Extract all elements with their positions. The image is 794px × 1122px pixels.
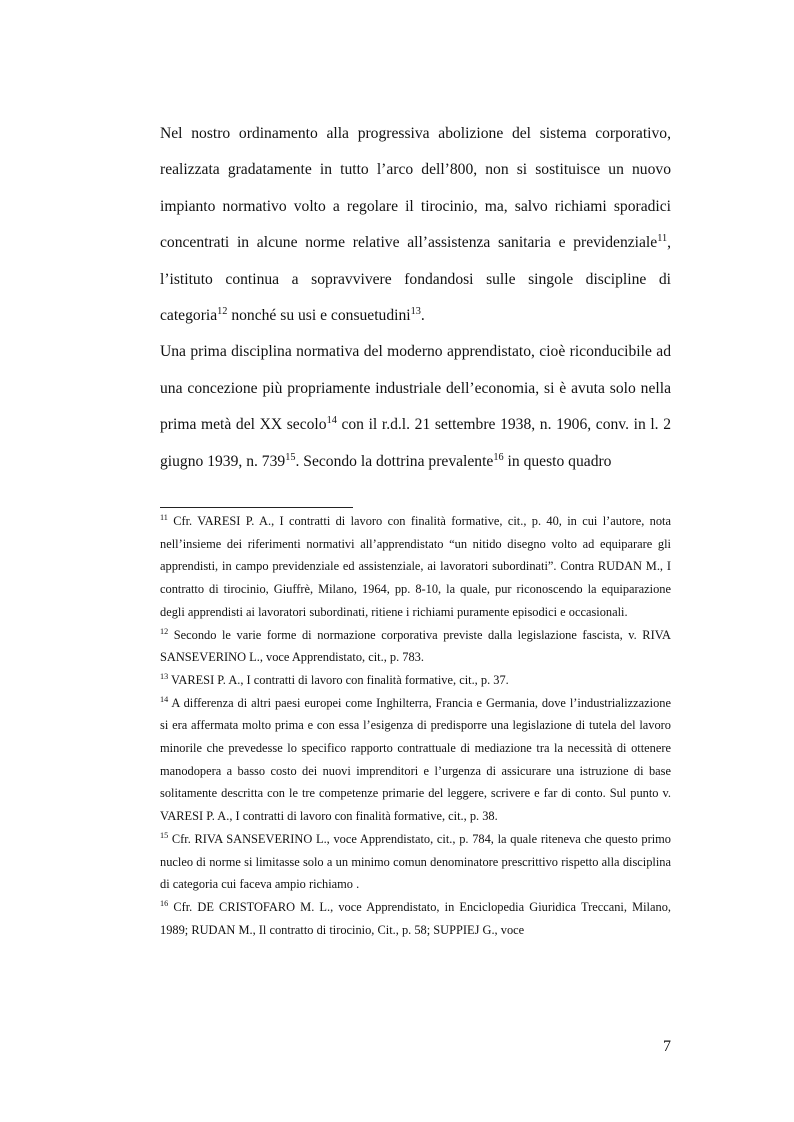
page-number: 7	[663, 1038, 671, 1055]
footnote	[160, 669, 671, 692]
text-run: Nel nostro ordinamento alla progressiva abolizione del sistema corporativo, realizzata gradatamente in tutto l’arco dell’800, non si sostituisce un nuovo impianto normativo volto a regolare il tirocinio, ma, salvo richiami sporadici concentrati in alcune norme relative all’assistenza sanitaria e previdenziale	[160, 125, 671, 252]
text-run: . Secondo la dottrina prevalente	[295, 452, 494, 470]
body-text	[160, 116, 671, 480]
footnote-number: 16	[160, 898, 169, 908]
footnote-text: Cfr. DE CRISTOFARO M. L., voce Apprendistato, in Enciclopedia Giuridica Treccani, Milano, 1989; RUDAN M., Il contratto di tirocinio, Cit., p. 58; SUPPIEJ G., voce	[160, 899, 671, 937]
footnote-number: 15	[160, 830, 169, 840]
footnote-separator	[160, 507, 353, 508]
text-run: in questo quadro	[503, 452, 612, 470]
text-run: , l’istituto continua a sopravvivere fondandosi sulle singole discipline di categoria	[160, 234, 671, 325]
footnote-number: 12	[160, 626, 169, 636]
footnote	[160, 828, 671, 896]
footnote-text: A differenza di altri paesi europei come Inghilterra, Francia e Germania, dove l’industrializzazione si era affermata molto prima e con essa l’esigenza di predisporre una legislazione di tutela del lavoro minorile che prevedesse lo specifico rapporto contrattuale di mediazione tra la necessità di ottenere manodopera a basso costo dei nuovi imprenditori e l’urgenza di assicurare una istruzione di base solitamente descritta con le tre competenze primarie del leggere, scrivere e far di conto. Sul punto v. VARESI P. A., I contratti di lavoro con finalità formative, cit., p. 38.	[160, 695, 671, 824]
footnotes	[160, 510, 671, 941]
body-paragraph	[160, 116, 671, 334]
text-run: .	[420, 307, 425, 325]
footnote	[160, 896, 671, 941]
footnote-reference: 15	[285, 451, 296, 463]
text-run: con il r.d.l. 21 settembre 1938, n. 1906, conv. in l. 2 giugno 1939, n. 739	[160, 416, 671, 470]
footnote-text: Cfr. RIVA SANSEVERINO L., voce Apprendistato, cit., p. 784, la quale riteneva che questo primo nucleo di norme si limitasse solo a un minimo comun denominatore prescrittivo rispetto alla disciplina di categoria cui faceva ampio richiamo .	[160, 831, 671, 892]
footnote-text: VARESI P. A., I contratti di lavoro con finalità formative, cit., p. 37.	[168, 672, 509, 687]
footnote-number: 14	[160, 694, 169, 704]
footnote-reference: 16	[493, 451, 504, 463]
footnote-text: Cfr. VARESI P. A., I contratti di lavoro con finalità formative, cit., p. 40, in cui l’autore, nota nell’insieme dei riferimenti normativi all’apprendistato “un nitido disegno volto ad equiparare gli apprendisti, in campo previdenziale ed assistenziale, ai lavoratori subordinati”. Contra RUDAN M., I contratto di tirocinio, Giuffrè, Milano, 1964, pp. 8-10, la quale, pur riconoscendo la equiparazione degli apprendisti ai lavoratori subordinati, ritiene i richiami puramente episodici e occasionali.	[160, 514, 671, 619]
footnote-reference: 14	[326, 415, 337, 427]
text-run: nonché su usi e consuetudini	[227, 307, 411, 325]
footnote-reference: 12	[217, 305, 228, 317]
footnote-reference: 13	[410, 305, 421, 317]
footnote-number: 13	[160, 671, 169, 681]
footnote-text: Secondo le varie forme di normazione corporativa previste dalla legislazione fascista, v. RIVA SANSEVERINO L., voce Apprendistato, cit., p. 783.	[160, 627, 671, 665]
footnote	[160, 510, 671, 624]
footnote-number: 11	[160, 512, 168, 522]
text-run: Una prima disciplina normativa del moderno apprendistato, cioè riconducibile ad una concezione più propriamente industriale dell’economia, si è avuta solo nella prima metà del XX secolo	[160, 343, 671, 434]
footnote	[160, 624, 671, 669]
body-paragraph	[160, 334, 671, 480]
footnote-reference: 11	[657, 233, 668, 245]
footnote	[160, 692, 671, 828]
